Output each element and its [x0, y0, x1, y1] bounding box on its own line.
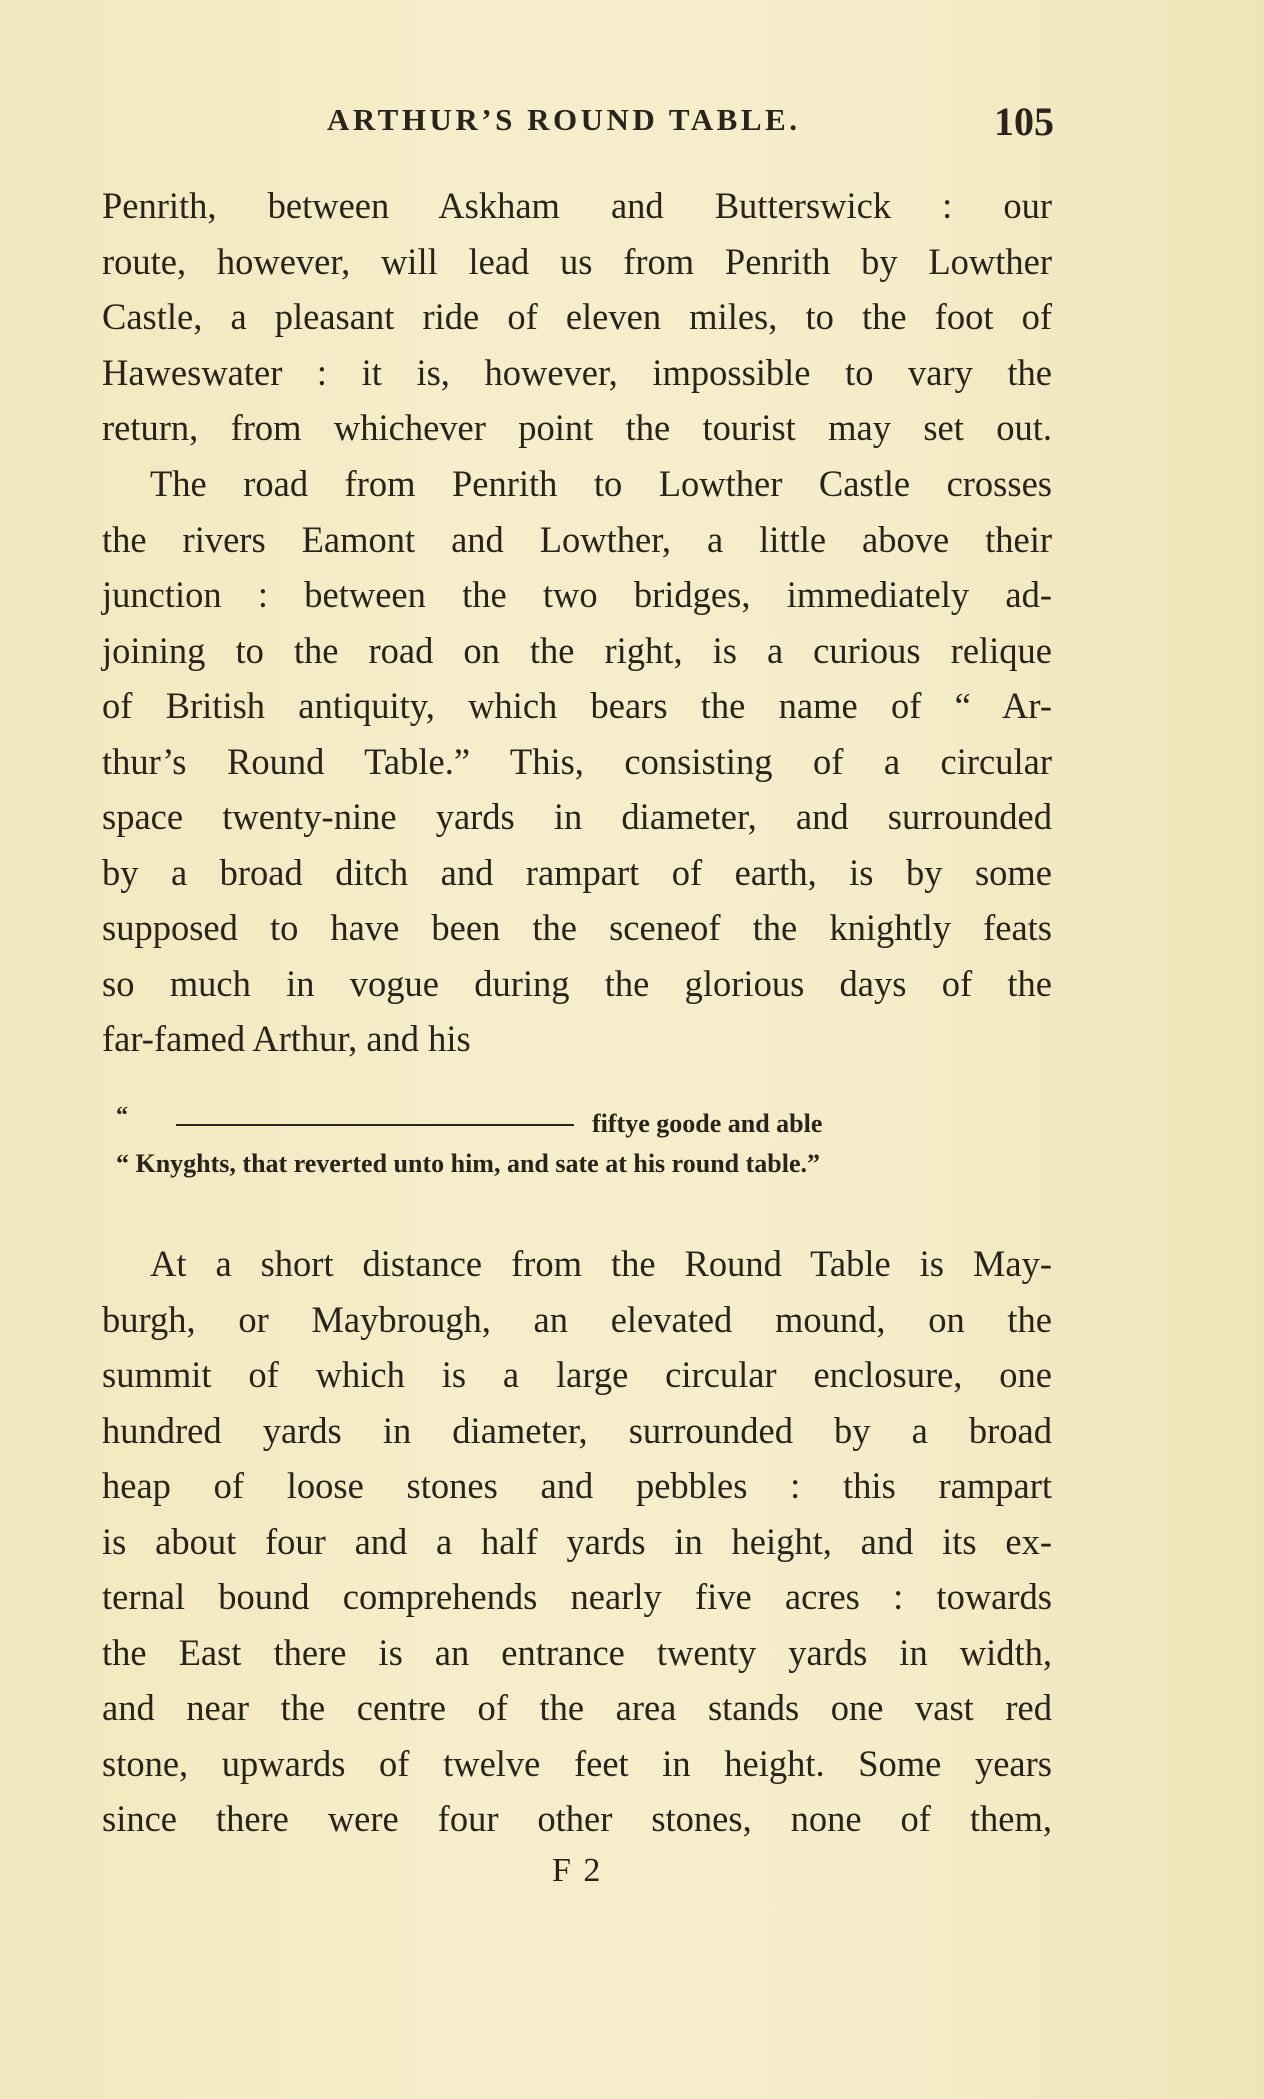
- text-line: Penrith, between Askham and Butterswick : our: [102, 185, 1052, 226]
- quote-text: fiftye goode and able: [592, 1109, 823, 1138]
- quote-open-mark: “: [116, 1103, 128, 1129]
- text-line: At a short distance from the Round Table is May-: [150, 1243, 1052, 1284]
- text-line: ternal bound comprehends nearly five acres : towards: [102, 1576, 1052, 1617]
- text-line: Haweswater : it is, however, impossible to vary the: [102, 351, 1052, 393]
- text-line: the rivers Eamont and Lowther, a little above their: [102, 518, 1052, 560]
- text-line: so much in vogue during the glorious days of the: [102, 962, 1052, 1004]
- text-line: junction : between the two bridges, immediately ad-: [102, 574, 1052, 615]
- signature-mark: F 2: [552, 1852, 603, 1889]
- text-line: joining to the road on the right, is a curious relique: [102, 629, 1052, 671]
- text-line: summit of which is a large circular enclosure, one: [102, 1354, 1052, 1395]
- text-line: space twenty-nine yards in diameter, and surrounded: [102, 796, 1052, 837]
- paragraph-3: [102, 1236, 1052, 1847]
- text-line: Castle, a pleasant ride of eleven miles, to the foot of: [102, 296, 1052, 337]
- text-line: by a broad ditch and rampart of earth, is by some: [102, 851, 1052, 893]
- text-line: and near the centre of the area stands one vast red: [102, 1687, 1052, 1728]
- dash-rule: [176, 1124, 574, 1126]
- running-title: ARTHUR’S ROUND TABLE.: [327, 102, 801, 137]
- text-line: route, however, will lead us from Penrith by Lowther: [102, 240, 1052, 282]
- quote-line: [102, 1104, 1052, 1144]
- text-line: return, from whichever point the tourist may set out.: [102, 407, 1052, 448]
- text-line: supposed to have been the sceneof the knightly feats: [102, 907, 1052, 948]
- text-line: of British antiquity, which bears the name of “ Ar-: [102, 685, 1052, 726]
- text-line: stone, upwards of twelve feet in height. Some years: [102, 1742, 1052, 1784]
- paragraph-2: [102, 456, 1052, 1067]
- text-line: the East there is an entrance twenty yards in width,: [102, 1631, 1052, 1673]
- page-number: 105: [994, 99, 1054, 144]
- text-line: since there were four other stones, none of them,: [102, 1798, 1052, 1839]
- text-line: burgh, or Maybrough, an elevated mound, on the: [102, 1298, 1052, 1340]
- text-line: far-famed Arthur, and his: [102, 1018, 471, 1059]
- text-line: heap of loose stones and pebbles : this rampart: [102, 1465, 1052, 1506]
- text-line: thur’s Round Table.” This, consisting of a circular: [102, 740, 1052, 782]
- text-line: hundred yards in diameter, surrounded by a broad: [102, 1409, 1052, 1451]
- quote-line: “ Knyghts, that reverted unto him, and sate at his round table.”: [116, 1149, 820, 1178]
- verse-quotation: [102, 1104, 1052, 1184]
- page-header: [102, 98, 1054, 146]
- text-line: The road from Penrith to Lowther Castle crosses: [150, 463, 1052, 504]
- text-line: is about four and a half yards in height, and its ex-: [102, 1520, 1052, 1562]
- paragraph-1: [102, 178, 1052, 456]
